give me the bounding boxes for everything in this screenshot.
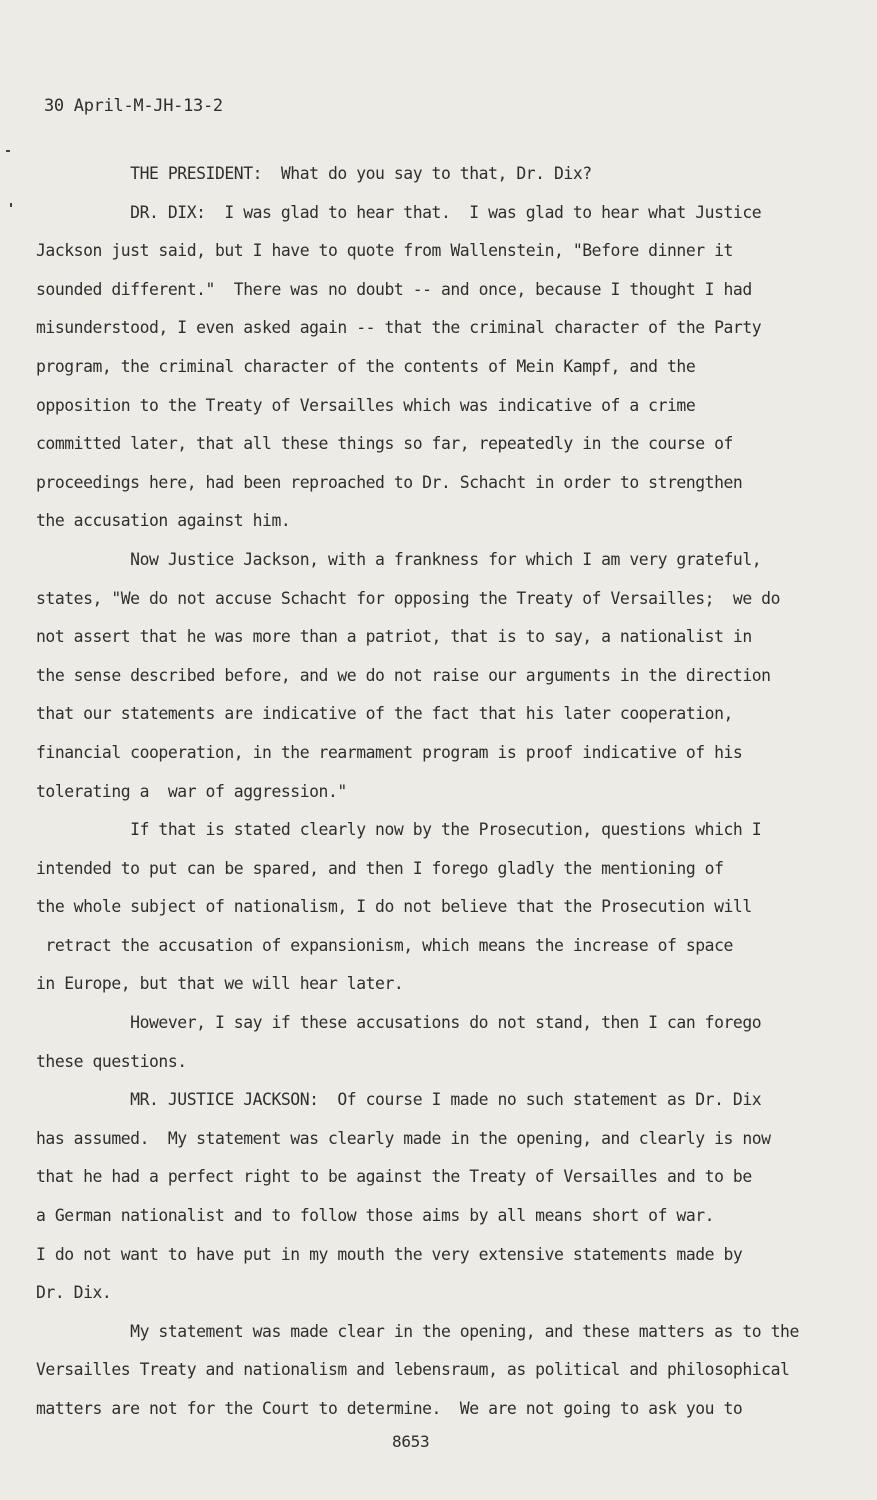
text-line: intended to put can be spared, and then I forego gladly the mentioning of <box>36 858 724 878</box>
text-line: the sense described before, and we do not raise our arguments in the direction <box>36 665 771 685</box>
text-line: that our statements are indicative of the fact that his later cooperation, <box>36 704 733 724</box>
text-line: program, the criminal character of the contents of Mein Kampf, and the <box>36 356 696 376</box>
text-line: opposition to the Treaty of Versailles which was indicative of a crime <box>36 395 696 415</box>
text-line: Versailles Treaty and nationalism and lebensraum, as political and philosophical <box>36 1360 790 1380</box>
text-line: that he had a perfect right to be against the Treaty of Versailles and to be <box>36 1167 752 1187</box>
text-line: these questions. <box>36 1051 187 1071</box>
text-line: proceedings here, had been reproached to Dr. Schacht in order to strengthen <box>36 472 743 492</box>
text-line: the accusation against him. <box>36 511 291 531</box>
text-line: in Europe, but that we will hear later. <box>36 974 404 994</box>
text-line: financial cooperation, in the rearmament program is proof indicative of his <box>36 742 743 762</box>
text-line: Dr. Dix. <box>36 1283 112 1303</box>
margin-mark <box>10 203 12 207</box>
page-header: 30 April-M-JH-13-2 <box>44 96 223 116</box>
text-line: misunderstood, I even asked again -- that the criminal character of the Party <box>36 318 762 338</box>
text-line: sounded different." There was no doubt -- and once, because I thought I had <box>36 279 752 299</box>
text-line: If that is stated clearly now by the Prosecution, questions which I <box>36 820 762 840</box>
text-line: retract the accusation of expansionism, which means the increase of space <box>36 935 733 955</box>
text-line: Now Justice Jackson, with a frankness for which I am very grateful, <box>36 549 762 569</box>
text-line: has assumed. My statement was clearly made in the opening, and clearly is now <box>36 1128 771 1148</box>
page-number: 8653 <box>392 1432 430 1451</box>
transcript-body <box>36 155 826 1429</box>
text-line: THE PRESIDENT: What do you say to that, Dr. Dix? <box>36 164 592 183</box>
text-line: matters are not for the Court to determine. We are not going to ask you to <box>36 1399 743 1418</box>
text-line: a German nationalist and to follow those aims by all means short of war. <box>36 1206 715 1226</box>
text-line: tolerating a war of aggression." <box>36 781 347 801</box>
text-line: MR. JUSTICE JACKSON: Of course I made no such statement as Dr. Dix <box>36 1090 762 1110</box>
text-line: not assert that he was more than a patriot, that is to say, a nationalist in <box>36 627 752 647</box>
text-line: My statement was made clear in the opening, and these matters as to the <box>36 1321 799 1341</box>
text-line: committed later, that all these things so far, repeatedly in the course of <box>36 434 733 454</box>
text-line: the whole subject of nationalism, I do not believe that the Prosecution will <box>36 897 752 917</box>
text-line: However, I say if these accusations do not stand, then I can forego <box>36 1013 762 1033</box>
margin-mark <box>6 150 10 152</box>
text-line: states, "We do not accuse Schacht for opposing the Treaty of Versailles; we do <box>36 588 781 608</box>
text-line: I do not want to have put in my mouth the very extensive statements made by <box>36 1244 743 1264</box>
text-line: Jackson just said, but I have to quote from Wallenstein, "Before dinner it <box>36 241 733 261</box>
text-line: DR. DIX: I was glad to hear that. I was glad to hear what Justice <box>36 202 762 222</box>
